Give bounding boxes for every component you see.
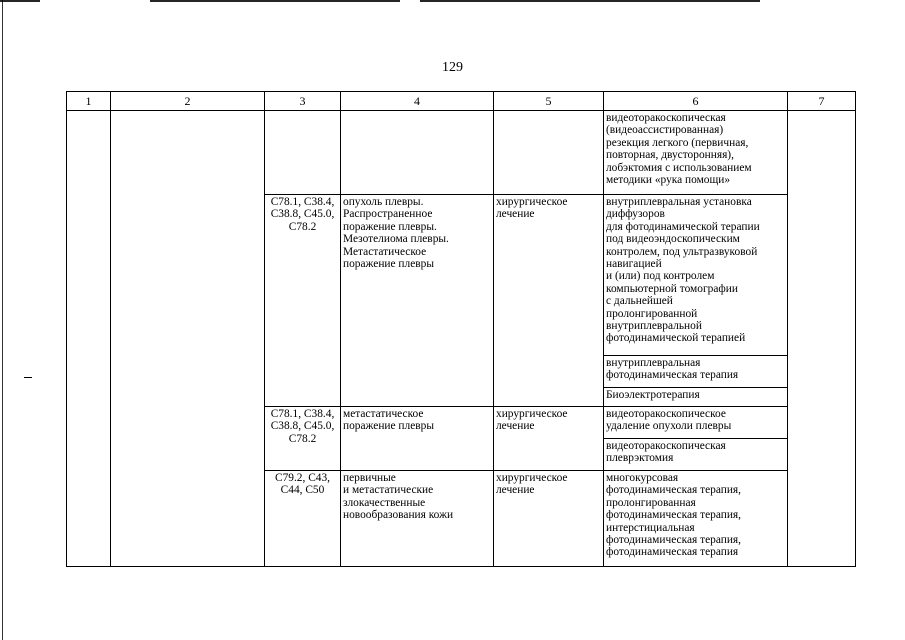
codes-cell: C79.2, C43, C44, C50 (265, 471, 341, 567)
column-header: 6 (604, 92, 788, 111)
method-cell: видеоторакоскопическая плеврэктомия (604, 439, 788, 471)
procedures-table (66, 91, 856, 567)
diagnosis-cell (341, 111, 494, 195)
treatment-type-cell: хирургическое лечение (494, 195, 604, 407)
method-cell: Биоэлектротерапия (604, 388, 788, 407)
method-cell: многокурсовая фотодинамическая терапия, пролонгированная фотодинамическая терапия, интерстициальная фотодинамическая терапия, фотодинамическая терапия (604, 471, 788, 567)
column-header: 1 (67, 92, 111, 111)
method-cell: внутриплевральная установка диффузоров для фотодинамической терапии под видеоэндоскопическим контролем, под ультразвуковой навигацией и (или) под контролем компьютерной томографии с дальнейшей пролонгированной внутриплевральной фотодинамической терапией (604, 195, 788, 356)
codes-cell: C78.1, C38.4, C38.8, C45.0, C78.2 (265, 195, 341, 407)
column-header: 4 (341, 92, 494, 111)
column-header: 2 (111, 92, 265, 111)
scan-top-edge (0, 0, 905, 2)
table-header-row (67, 92, 856, 111)
method-cell: видеоторакоскопическая (видеоассистированная) резекция легкого (первичная, повторная, двусторонняя), лобэктомия с использованием методики «рука помощи» (604, 111, 788, 195)
diagnosis-cell: опухоль плевры. Распространенное поражение плевры. Мезотелиома плевры. Метастатическое поражение плевры (341, 195, 494, 407)
margin-mark (24, 377, 32, 378)
treatment-type-cell (494, 111, 604, 195)
column-header: 7 (788, 92, 856, 111)
table-row (67, 111, 856, 195)
page-number: 129 (442, 60, 463, 75)
diagnosis-cell: метастатическое поражение плевры (341, 407, 494, 471)
treatment-type-cell: хирургическое лечение (494, 471, 604, 567)
col7-cell (788, 111, 856, 567)
method-cell: видеоторакоскопическое удаление опухоли плевры (604, 407, 788, 439)
col2-cell (111, 111, 265, 567)
col1-cell (67, 111, 111, 567)
method-cell: внутриплевральная фотодинамическая терапия (604, 356, 788, 388)
scan-left-edge (2, 0, 3, 640)
codes-cell: C78.1, C38.4, C38.8, C45.0, C78.2 (265, 407, 341, 471)
codes-cell (265, 111, 341, 195)
column-header: 3 (265, 92, 341, 111)
treatment-type-cell: хирургическое лечение (494, 407, 604, 471)
column-header: 5 (494, 92, 604, 111)
diagnosis-cell: первичные и метастатические злокачественные новообразования кожи (341, 471, 494, 567)
